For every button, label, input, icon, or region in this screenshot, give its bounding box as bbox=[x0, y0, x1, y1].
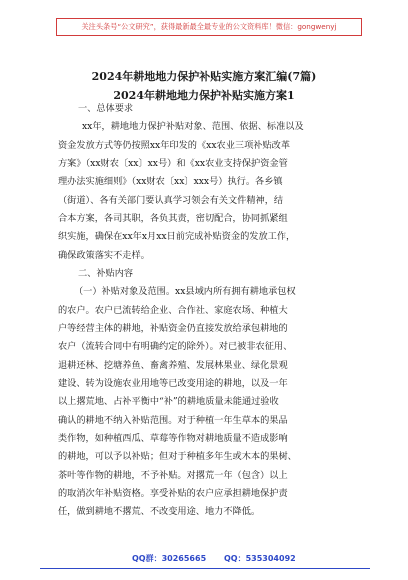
paragraph-line: 建设、转为设施农业用地等已改变用途的耕地，以及一年 bbox=[58, 378, 288, 389]
paragraph-line: 理办法实施细则》（xx财农〔xx〕xxx号）执行。各乡镇 bbox=[58, 176, 283, 187]
paragraph-line: 农户（流转合同中有明确约定的除外）。对已被非农征用、 bbox=[58, 341, 293, 352]
paragraph-line: 织实施，确保在xx年x月xx日前完成补贴资金的发放工作， bbox=[58, 231, 296, 242]
section-heading: 二、补贴内容 bbox=[78, 268, 134, 279]
document-title: 2024年耕地地力保护补贴实施方案汇编(7篇) bbox=[91, 70, 317, 83]
paragraph-line: xx年，耕地地力保护补贴对象、范围、依据、标准以及 bbox=[82, 121, 304, 132]
paragraph-line: 方案》（xx财农〔xx〕xx号）和《xx农业支持保护资金管 bbox=[58, 158, 288, 169]
paragraph-line: 确认的耕地不纳入补贴范围。对于种植一年生草本的果品 bbox=[58, 415, 288, 426]
paragraph-line: 确保政策落实不走样。 bbox=[58, 250, 150, 261]
paragraph-line: 以上撂荒地、占补平衡中“补”的耕地质量未能通过验收 bbox=[58, 396, 279, 407]
page-footer bbox=[0, 553, 408, 569]
paragraph-line: 退耕还林、挖塘养鱼、畜禽养殖、发展林果业、绿化景观 bbox=[58, 360, 288, 371]
paragraph-line: （街道）、各有关部门要认真学习领会有关文件精神，结 bbox=[58, 195, 284, 206]
qq-contact-number: QQ：535304092 bbox=[224, 554, 296, 563]
qq-group-number: QQ群：30265665 bbox=[132, 554, 207, 563]
paragraph-line: 茶叶等作物的耕地，不予补贴。对撂荒一年（包含）以上 bbox=[58, 470, 288, 481]
paragraph-line: 合本方案，各司其职，各负其责，密切配合，协同抓紧组 bbox=[58, 213, 288, 224]
paragraph-line: 的耕地，可以予以补贴；但对于种植多年生或木本的果树、 bbox=[58, 451, 297, 462]
paragraph-line: 类作物，如种植西瓜、草莓等作物对耕地质量不造成影响 bbox=[58, 433, 288, 444]
footer-rule bbox=[40, 568, 370, 569]
promo-banner: 关注头条号“公文研究”，获得最新最全最专业的公文资料库！微信：gongwenyj bbox=[56, 18, 362, 36]
section-heading: 一、总体要求 bbox=[78, 103, 134, 114]
paragraph-line: 的取消次年补贴资格。享受补贴的农户应承担耕地保护责 bbox=[58, 488, 288, 499]
paragraph-line: （一）补贴对象及范围。xx县域内所有拥有耕地承包权 bbox=[74, 286, 296, 297]
paragraph-line: 的农户。农户已流转给企业、合作社、家庭农场、种植大 bbox=[58, 305, 288, 316]
paragraph-line: 资金发放方式等仍按照xx年印发的《xx农业三项补贴改革 bbox=[58, 140, 291, 151]
document-subtitle: 2024年耕地地力保护补贴实施方案1 bbox=[113, 89, 295, 102]
paragraph-line: 任，做到耕地不撂荒、不改变用途、地力不降低。 bbox=[58, 506, 261, 517]
paragraph-line: 户等经营主体的耕地，补贴资金仍直接发放给承包耕地的 bbox=[58, 323, 288, 334]
